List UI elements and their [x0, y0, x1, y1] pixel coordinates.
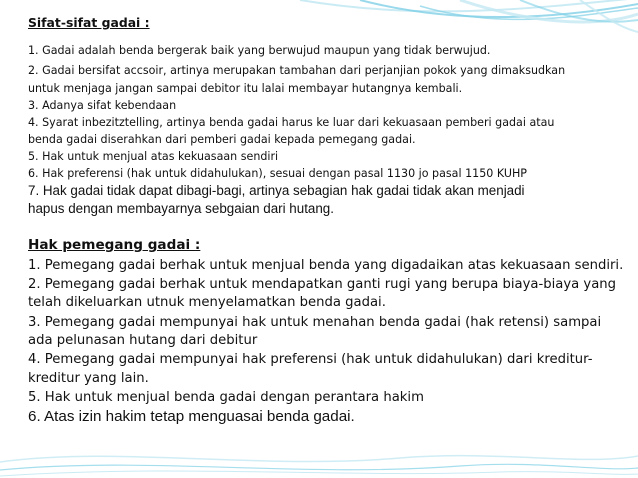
hak-line-4: 4. Pemegang gadai mempunyai hak preferensi (hak untuk didahulukan) dari kreditur- — [28, 352, 593, 367]
hak-line-5: 5. Hak untuk menjual benda gadai dengan perantara hakim — [28, 390, 424, 405]
sifat-line-4: 4. Syarat inbezitztelling, artinya benda gadai harus ke luar dari kekuasaan pemberi gadai atau — [28, 116, 555, 129]
sifat-line-7: 7. Hak gadai tidak dapat dibagi-bagi, artinya sebagian hak gadai tidak akan menjadi — [28, 183, 525, 198]
hak-line-2-cont: telah dikeluarkan utnuk menyelamatkan benda gadai. — [28, 295, 386, 310]
sifat-line-1: 1. Gadai adalah benda bergerak baik yang berwujud maupun yang tidak berwujud. — [28, 44, 491, 57]
hak-line-1: 1. Pemegang gadai berhak untuk menjual benda yang digadaikan atas kekuasaan sendiri. — [28, 258, 624, 273]
sifat-line-5: 5. Hak untuk menjual atas kekuasaan sendiri — [28, 150, 279, 163]
hak-line-4-cont: kreditur yang lain. — [28, 371, 149, 386]
sifat-line-4-cont: benda gadai diserahkan dari pemberi gadai kepada pemegang gadai. — [28, 133, 416, 146]
sifat-line-6: 6. Hak preferensi (hak untuk didahulukan), sesuai dengan pasal 1130 jo pasal 1150 KUHP — [28, 167, 527, 180]
sifat-line-2-cont: untuk menjaga jangan sampai debitor itu lalai membayar hutangnya kembali. — [28, 82, 463, 95]
section-heading-sifat: Sifat-sifat gadai : — [28, 15, 150, 30]
hak-line-6: 6. Atas izin hakim tetap menguasai benda gadai. — [28, 408, 355, 425]
sifat-line-7-cont: hapus dengan membayarnya sebgaian dari hutang. — [28, 201, 334, 216]
sifat-line-2: 2. Gadai bersifat accsoir, artinya merupakan tambahan dari perjanjian pokok yang dimaksudkan — [28, 64, 566, 77]
sifat-line-3: 3. Adanya sifat kebendaan — [28, 99, 177, 112]
hak-line-2: 2. Pemegang gadai berhak untuk mendapatkan ganti rugi yang berupa biaya-biaya yang — [28, 277, 617, 292]
section-heading-hak: Hak pemegang gadai : — [28, 237, 201, 253]
hak-line-3: 3. Pemegang gadai mempunyai hak untuk menahan benda gadai (hak retensi) sampai — [28, 315, 602, 330]
hak-line-3-cont: ada pelunasan hutang dari debitur — [28, 333, 258, 348]
